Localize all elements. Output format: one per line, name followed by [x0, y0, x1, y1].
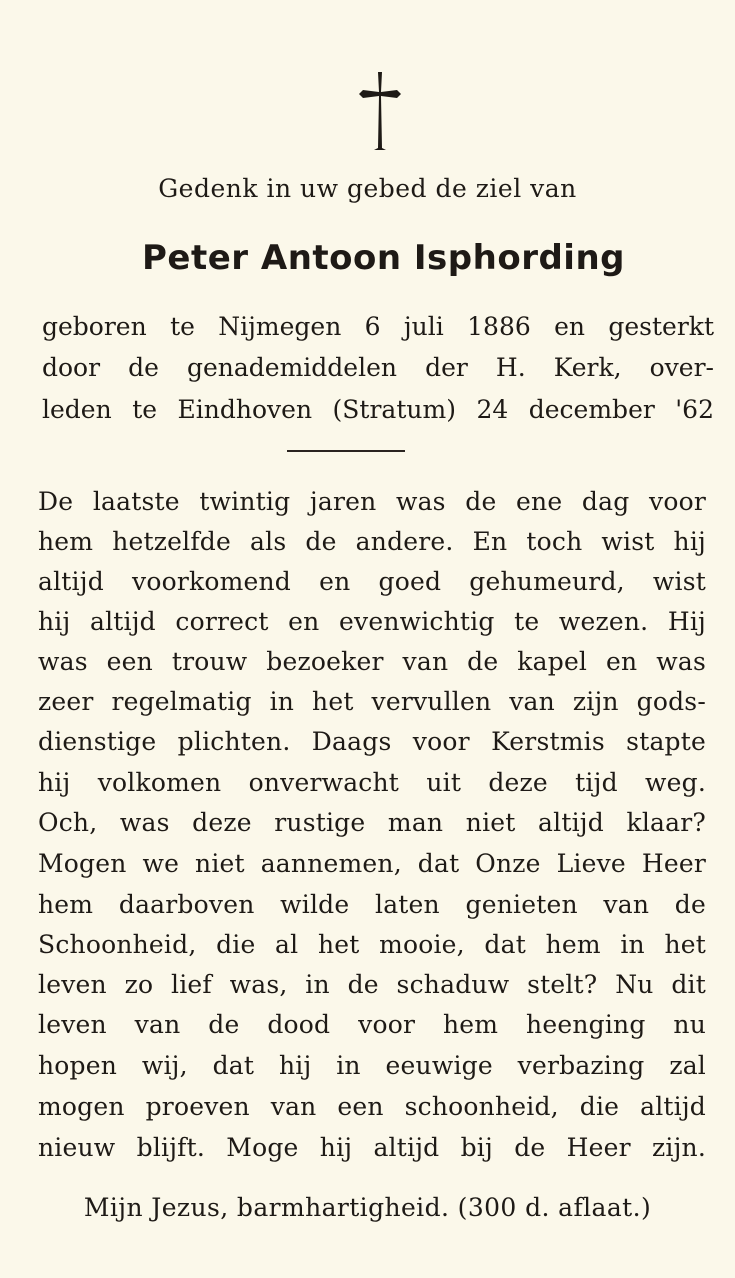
- body-line: mogen proeven van een schoonheid, die altijd: [38, 1092, 706, 1121]
- body-line: leven zo lief was, in de schaduw stelt? Nu dit: [38, 970, 706, 999]
- body-line: dienstige plichten. Daags voor Kerstmis stapte: [38, 727, 706, 756]
- divider-rule: [287, 450, 405, 452]
- body-line: De laatste twintig jaren was de ene dag voor: [38, 487, 706, 516]
- body-line: nieuw blijft. Moge hij altijd bij de Heer zijn.: [38, 1133, 706, 1162]
- closing-prayer: Mijn Jezus, barmhartigheid. (300 d. aflaat.): [83, 1193, 652, 1222]
- body-line: hem hetzelfde als de andere. En toch wist hij: [38, 527, 706, 556]
- birth-line: geboren te Nijmegen 6 juli 1886 en gesterkt: [42, 312, 714, 341]
- body-line: hij volkomen onverwacht uit deze tijd weg.: [38, 768, 706, 797]
- body-line: hem daarboven wilde laten genieten van de: [38, 890, 706, 919]
- body-line: leven van de dood voor hem heenging nu: [38, 1010, 706, 1039]
- latin-cross-icon: [357, 70, 403, 152]
- body-line: Och, was deze rustige man niet altijd klaar?: [38, 808, 706, 837]
- body-line: zeer regelmatig in het vervullen van zijn gods-: [38, 687, 706, 716]
- birth-line: leden te Eindhoven (Stratum) 24 december '62: [42, 395, 714, 424]
- body-line: hopen wij, dat hij in eeuwige verbazing zal: [38, 1051, 706, 1080]
- intro-text: Gedenk in uw gebed de ziel van: [158, 174, 577, 203]
- body-line: Mogen we niet aannemen, dat Onze Lieve Heer: [38, 849, 706, 878]
- body-line: hij altijd correct en evenwichtig te wezen. Hij: [38, 607, 706, 636]
- body-line: altijd voorkomend en goed gehumeurd, wist: [38, 567, 706, 596]
- birth-line: door de genademiddelen der H. Kerk, over-: [42, 353, 714, 382]
- body-line: Schoonheid, die al het mooie, dat hem in het: [38, 930, 706, 959]
- body-line: was een trouw bezoeker van de kapel en was: [38, 647, 706, 676]
- deceased-name: Peter Antoon Isphording: [141, 238, 626, 278]
